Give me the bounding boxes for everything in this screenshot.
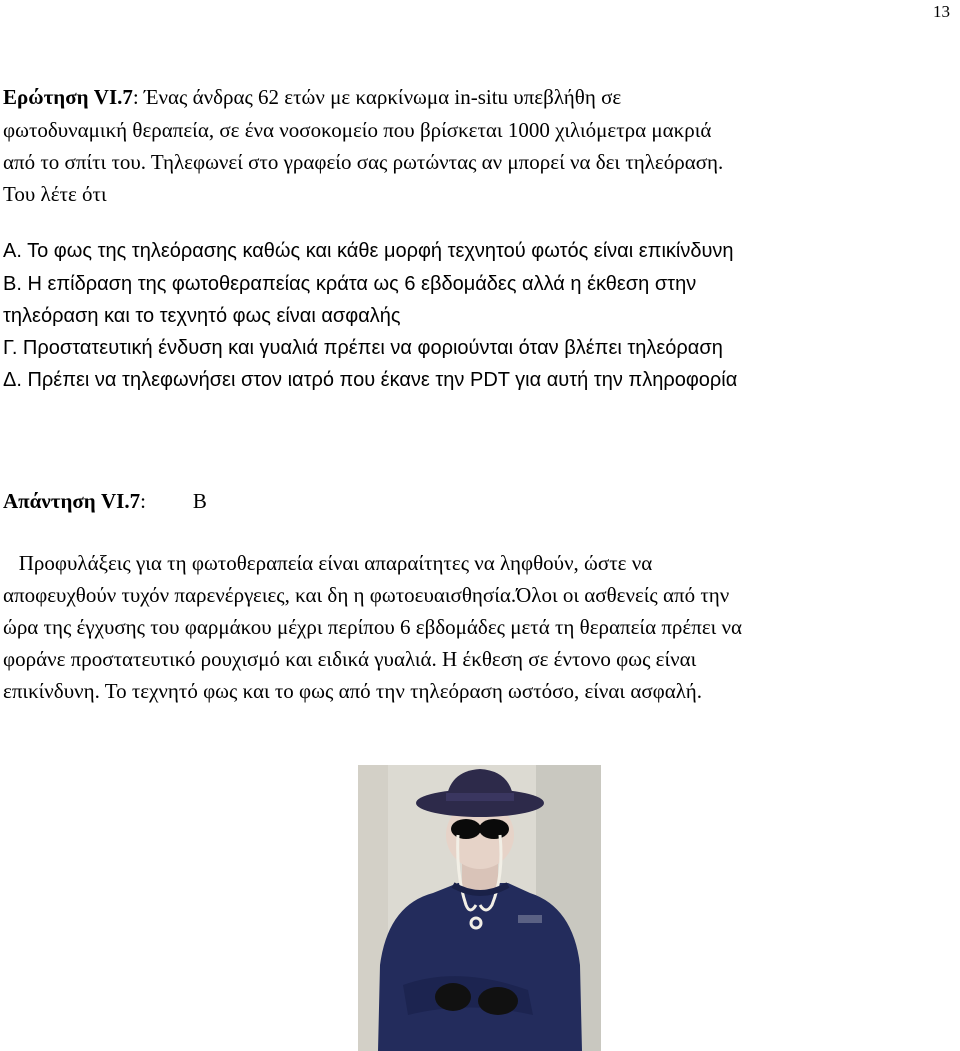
answer-colon: :	[140, 489, 146, 513]
question-line-2: φωτοδυναμική θεραπεία, σε ένα νοσοκομείο που βρίσκεται 1000 χιλιόμετρα μακριά	[3, 118, 712, 142]
right-glove	[478, 987, 518, 1015]
question-label: Ερώτηση VI.7	[3, 85, 133, 109]
answer-label: Απάντηση VI.7	[3, 489, 141, 513]
page-number: 13	[933, 2, 950, 21]
explanation-line-5: επικίνδυνη. Το τεχνητό φως και το φως από την τηλεόραση ωστόσο, είναι ασφαλή.	[3, 679, 702, 703]
explanation-line-3: ώρα της έγχυσης του φαρμάκου μέχρι περίπου 6 εβδομάδες μετά τη θεραπεία πρέπει να	[3, 615, 743, 639]
option-b: Β. Η επίδραση της φωτοθεραπείας κράτα ως 6 εβδομάδες αλλά η έκθεση στην	[3, 273, 697, 295]
explanation-line-4: φοράνε προστατευτικό ρουχισμό και ειδικά γυαλιά. Η έκθεση σε έντονο φως είναι	[3, 647, 697, 671]
explanation-line-1: Προφυλάξεις για τη φωτοθεραπεία είναι απαραίτητες να ληφθούν, ώστε να	[3, 551, 653, 575]
left-glove	[435, 983, 471, 1011]
sweater	[378, 883, 582, 1051]
option-b-continued: τηλεόραση και το τεχνητό φως είναι ασφαλής	[3, 305, 401, 327]
person-illustration	[358, 765, 601, 1051]
option-d: Δ. Πρέπει να τηλεφωνήσει στον ιατρό που έκανε την PDT για αυτή την πληροφορία	[3, 369, 738, 391]
question-line-1	[3, 84, 621, 110]
hat-band	[446, 793, 514, 801]
option-a: Α. Το φως της τηλεόρασης καθώς και κάθε μορφή τεχνητού φωτός είναι επικίνδυνη	[3, 240, 734, 262]
protective-clothing-photo	[358, 765, 601, 1051]
answer-heading	[3, 488, 207, 514]
glasses-bridge	[476, 825, 484, 829]
question-line-3: από το σπίτι του. Τηλεφωνεί στο γραφείο σας ρωτώντας αν μπορεί να δει τηλεόραση.	[3, 150, 724, 174]
answer-value: Β	[192, 489, 207, 513]
option-c: Γ. Προστατευτική ένδυση και γυαλιά πρέπει να φοριούνται όταν βλέπει τηλεόραση	[3, 337, 723, 359]
question-line-4: Του λέτε ότι	[3, 182, 107, 206]
explanation-line-2: αποφευχθούν τυχόν παρενέργειες, και δη η φωτοευαισθησία.Όλοι οι ασθενείς από την	[3, 583, 730, 607]
chest-badge	[518, 915, 542, 923]
question-text: : Ένας άνδρας 62 ετών με καρκίνωμα in-situ υπεβλήθη σε	[132, 85, 622, 109]
